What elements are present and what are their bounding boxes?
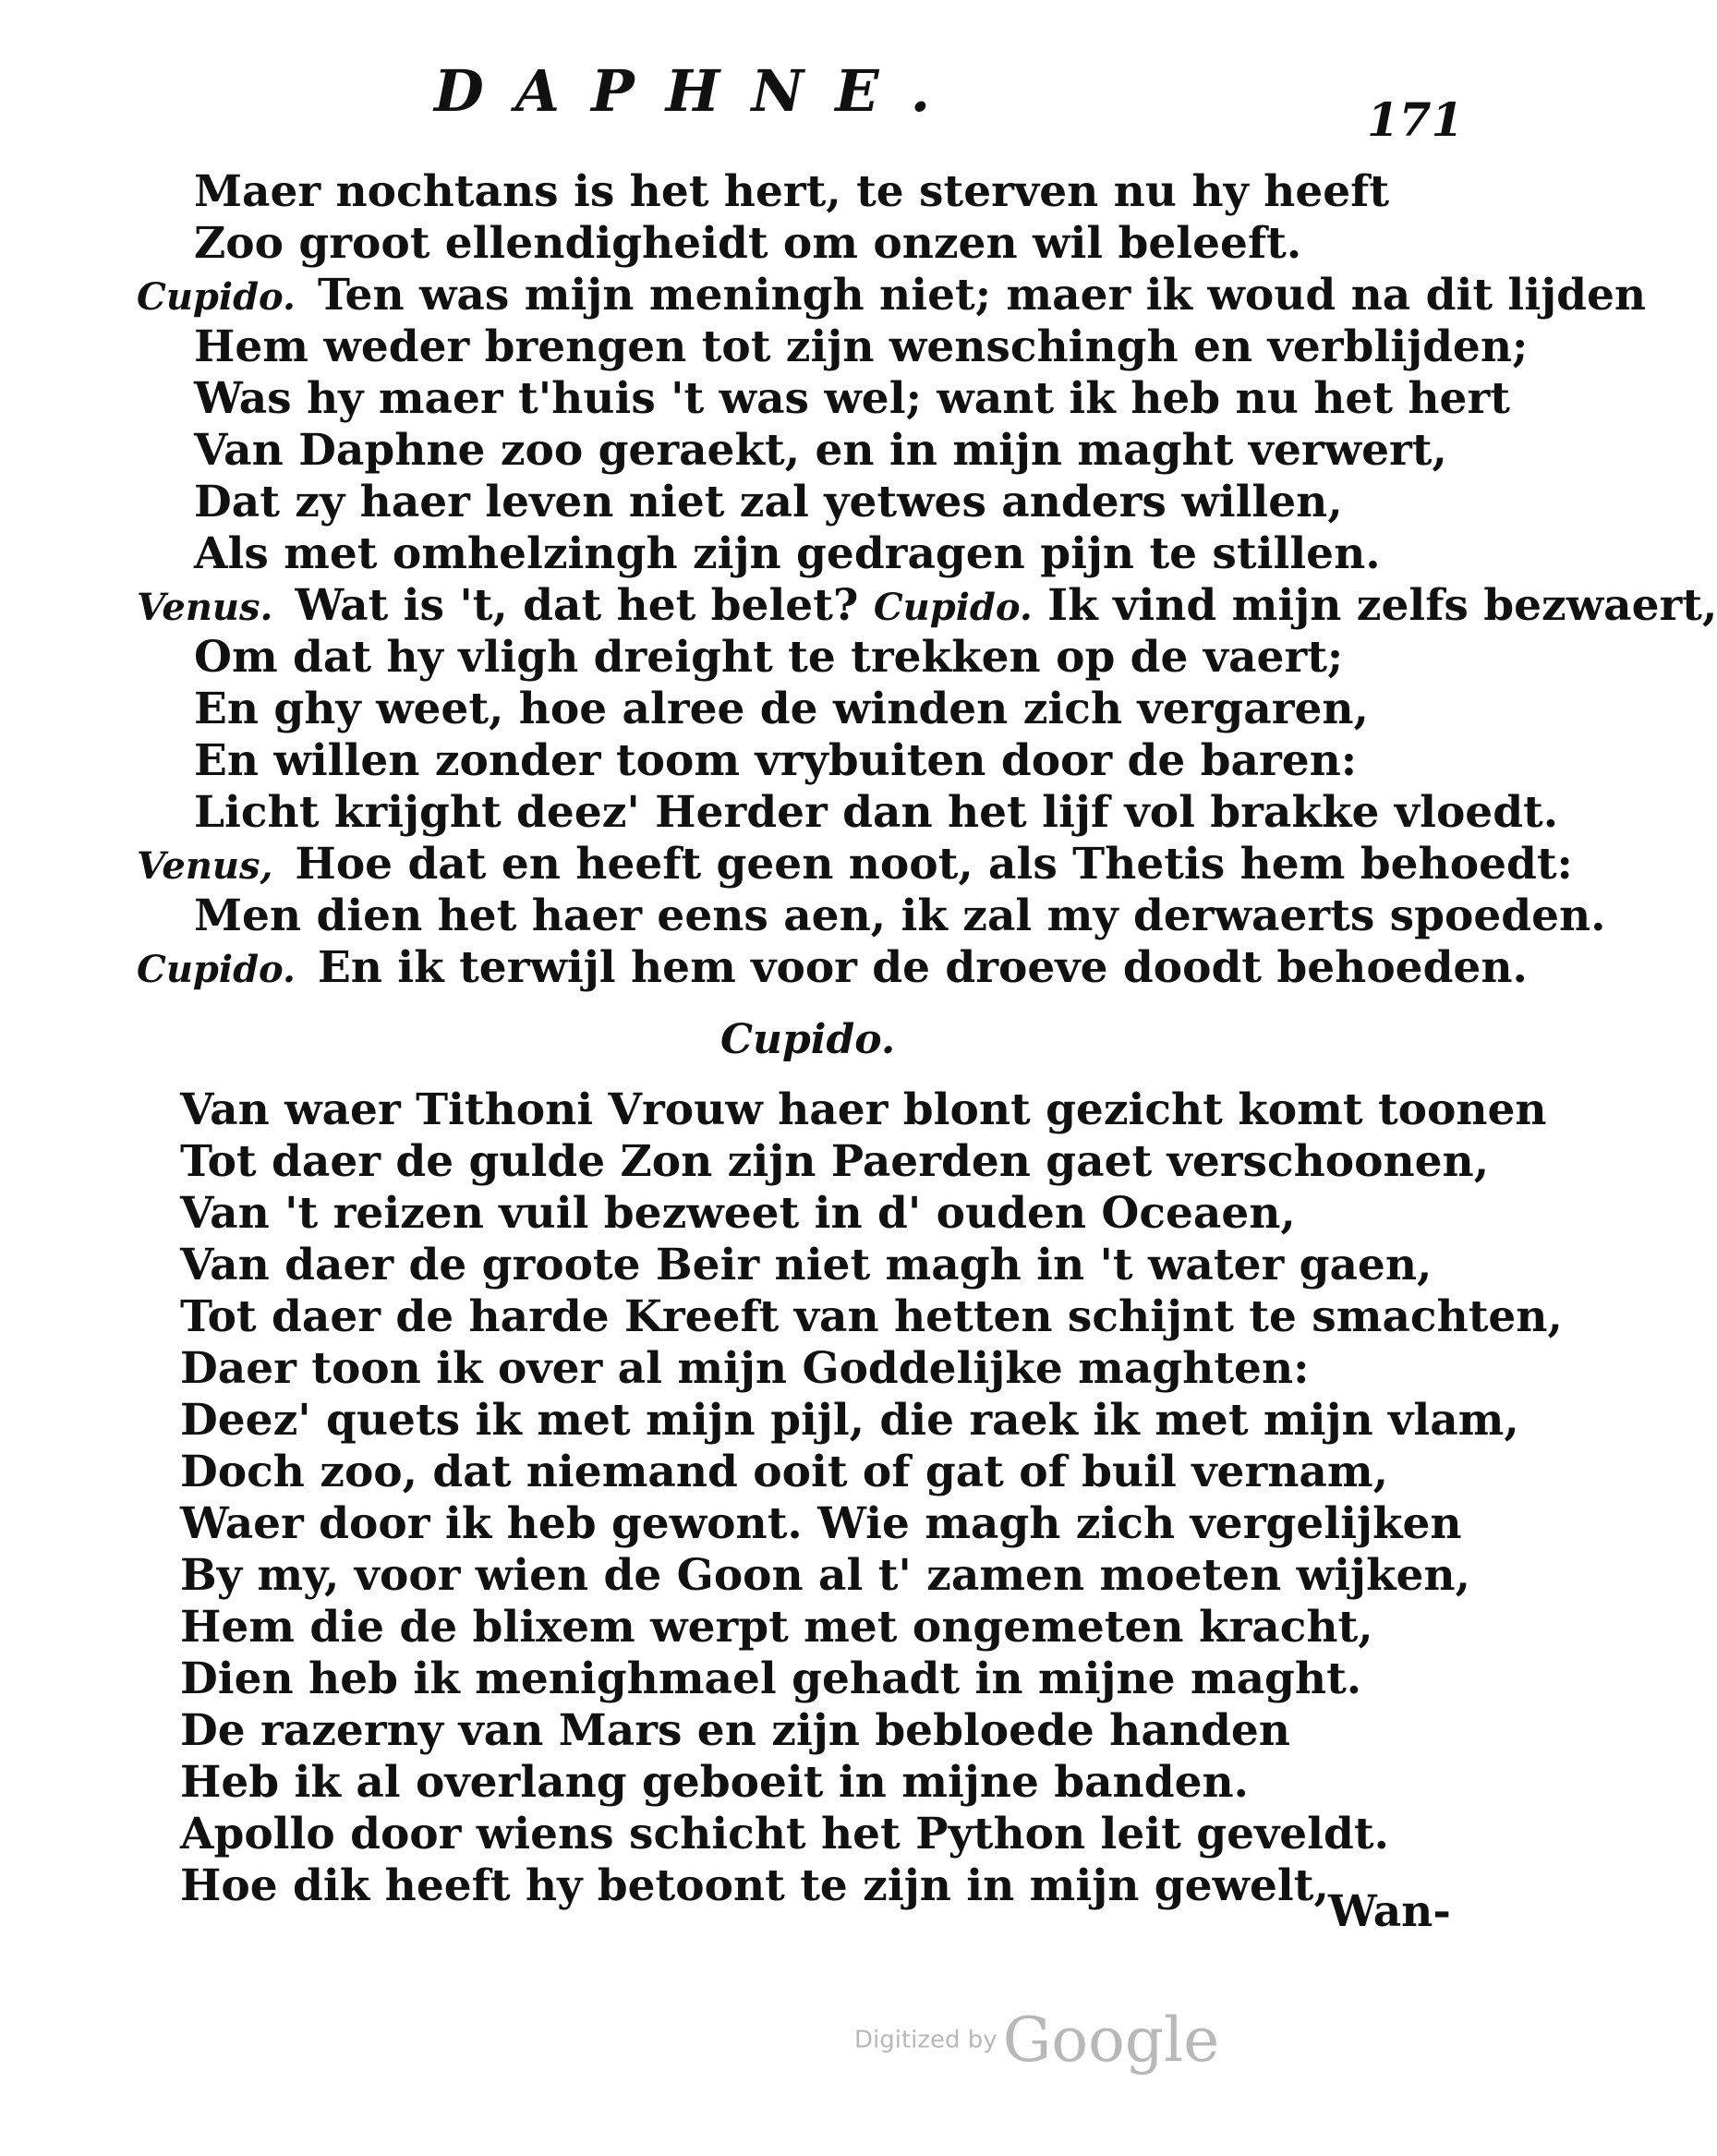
verse-line: Hoe dik heeft hy betoont te zijn in mijn gewelt,: [180, 1860, 1329, 1911]
verse-line: Dien heb ik menighmael gehadt in mijne maght.: [180, 1653, 1362, 1704]
speaker-label: Cupido.: [137, 948, 296, 991]
watermark-prefix: Digitized by: [854, 2026, 998, 2054]
verse-line: Apollo door wiens schicht het Python leit geveldt.: [180, 1809, 1389, 1859]
google-watermark: [854, 2005, 1219, 2076]
verse-line: Waer door ik heb gewont. Wie magh zich vergelijken: [180, 1498, 1462, 1549]
section-heading: Cupido.: [720, 1016, 896, 1063]
dialogue-line: Venus. Wat is 't, dat het belet? Cupido. Ik vind mijn zelfs bezwaert,: [137, 580, 1717, 631]
dialogue-line: Was hy maer t'huis 't was wel; want ik heb nu het hert: [194, 373, 1510, 424]
dialogue-line: Maer nochtans is het hert, te sterven nu hy heeft: [194, 166, 1390, 217]
google-logo: Google: [1002, 2005, 1220, 2076]
verse-line: Van 't reizen vuil bezweet in d' ouden Oceaen,: [180, 1188, 1296, 1239]
page-number: 171: [1367, 92, 1464, 147]
verse-line: Tot daer de harde Kreeft van hetten schijnt te smachten,: [180, 1291, 1563, 1342]
dialogue-line: Cupido. Ten was mijn meningh niet; maer ik woud na dit lijden: [137, 270, 1647, 321]
dialogue-line: Als met omhelzingh zijn gedragen pijn te stillen.: [194, 528, 1381, 579]
dialogue-line: En ghy weet, hoe alree de winden zich vergaren,: [194, 684, 1369, 734]
speaker-label: Cupido.: [137, 275, 296, 319]
verse-line: Tot daer de gulde Zon zijn Paerden gaet verschoonen,: [180, 1136, 1490, 1187]
dialogue-line: En willen zonder toom vrybuiten door de baren:: [194, 735, 1358, 786]
running-head: DAPHNE.: [434, 57, 962, 125]
catchword: Wan-: [1328, 1886, 1451, 1937]
verse-line: By my, voor wien de Goon al t' zamen moeten wijken,: [180, 1550, 1470, 1601]
speaker-label: Cupido.: [873, 586, 1033, 629]
dialogue-line: Hem weder brengen tot zijn wenschingh en verblijden;: [194, 321, 1529, 372]
dialogue-line: Dat zy haer leven niet zal yetwes anders willen,: [194, 477, 1343, 527]
dialogue-line: Licht krijght deez' Herder dan het lijf vol brakke vloedt.: [194, 787, 1559, 838]
dialogue-line: Men dien het haer eens aen, ik zal my derwaerts spoeden.: [194, 890, 1606, 941]
verse-line: Van waer Tithoni Vrouw haer blont gezicht komt toonen: [180, 1084, 1547, 1135]
dialogue-line: Om dat hy vligh dreight te trekken op de vaert;: [194, 632, 1344, 683]
verse-line: Deez' quets ik met mijn pijl, die raek ik met mijn vlam,: [180, 1395, 1519, 1446]
verse-line: De razerny van Mars en zijn bebloede handen: [180, 1705, 1290, 1756]
verse-line: Van daer de groote Beir niet magh in 't water gaen,: [180, 1240, 1433, 1290]
verse-line: Daer toon ik over al mijn Goddelijke maghten:: [180, 1343, 1310, 1394]
verse-line: Hem die de blixem werpt met ongemeten kracht,: [180, 1602, 1373, 1653]
speaker-label: Venus.: [137, 586, 273, 629]
dialogue-line: Van Daphne zoo geraekt, en in mijn maght verwert,: [194, 425, 1447, 476]
verse-line: Doch zoo, dat niemand ooit of gat of buil vernam,: [180, 1447, 1388, 1497]
speaker-label: Venus,: [137, 844, 273, 888]
verse-line: Heb ik al overlang geboeit in mijne banden.: [180, 1757, 1250, 1808]
dialogue-line: Zoo groot ellendigheidt om onzen wil beleeft.: [194, 218, 1302, 269]
dialogue-line: Cupido. En ik terwijl hem voor de droeve doodt behoeden.: [137, 942, 1528, 993]
dialogue-line: Venus, Hoe dat en heeft geen noot, als Thetis hem behoedt:: [137, 839, 1573, 890]
